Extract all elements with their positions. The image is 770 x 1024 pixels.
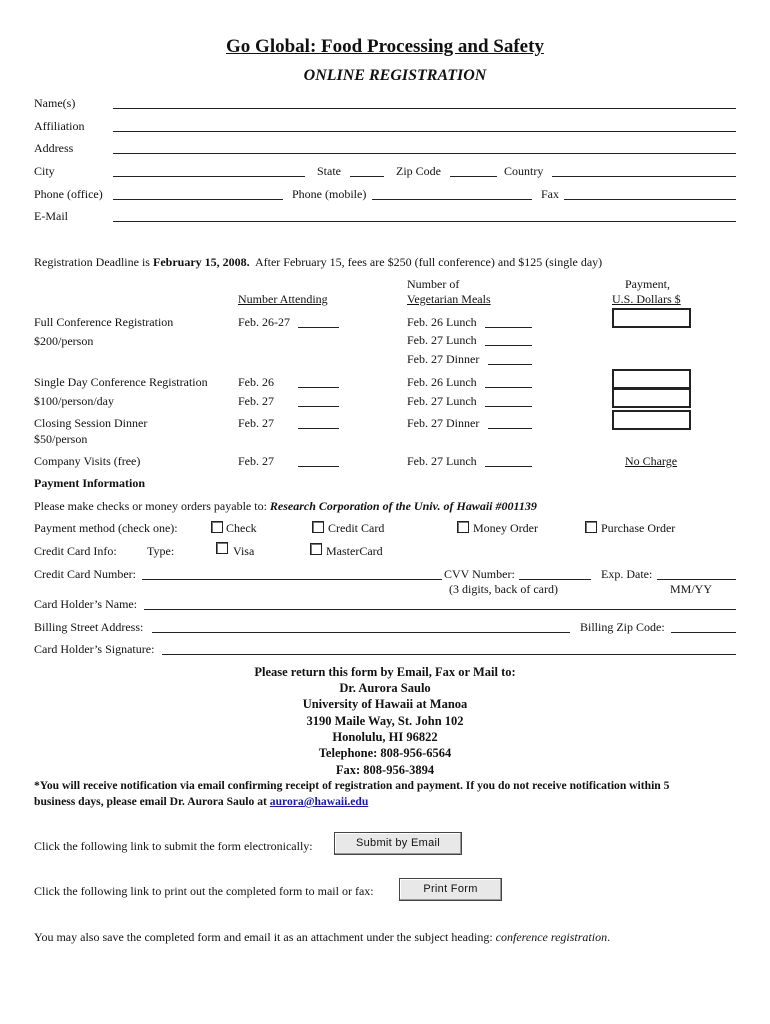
contact-name: Dr. Aurora Saulo bbox=[339, 681, 431, 695]
email-label: E-Mail bbox=[34, 209, 68, 223]
contact-city: Honolulu, HI 96822 bbox=[332, 730, 438, 744]
billing-street-label: Billing Street Address: bbox=[34, 620, 144, 634]
cvv-hint: (3 digits, back of card) bbox=[449, 582, 558, 596]
attending-header: Number Attending bbox=[238, 292, 328, 306]
money-order-checkbox[interactable] bbox=[457, 521, 469, 533]
closing-dinner-price: $50/person bbox=[34, 432, 88, 446]
page-subtitle: ONLINE REGISTRATION bbox=[303, 67, 487, 84]
full-meal-2-field[interactable] bbox=[485, 345, 532, 346]
page-title: Go Global: Food Processing and Safety bbox=[226, 36, 544, 57]
veg-header-line2: Vegetarian Meals bbox=[407, 292, 491, 306]
full-conference-dates: Feb. 26-27 bbox=[238, 315, 290, 329]
visa-option-label: Visa bbox=[233, 544, 255, 558]
state-label: State bbox=[317, 164, 341, 178]
names-label: Name(s) bbox=[34, 96, 76, 110]
deadline-text: Registration Deadline is February 15, 2008. After February 15, fees are $250 (full conference) and $125 (single day) bbox=[34, 255, 603, 269]
payment-method-label: Payment method (check one): bbox=[34, 521, 178, 535]
contact-fax: Fax: 808-956-3894 bbox=[335, 763, 435, 777]
single-meal-2-field[interactable] bbox=[485, 406, 532, 407]
card-holder-signature-field[interactable] bbox=[162, 654, 736, 655]
closing-dinner-label: Closing Session Dinner bbox=[34, 416, 148, 430]
card-holder-name-label: Card Holder’s Name: bbox=[34, 597, 138, 611]
payment-header-line2: U.S. Dollars $ bbox=[612, 292, 681, 306]
company-visits-attending-field[interactable] bbox=[298, 466, 339, 467]
names-field[interactable] bbox=[113, 108, 736, 109]
payment-heading: Payment Information bbox=[34, 476, 145, 490]
fax-label: Fax bbox=[541, 187, 559, 201]
mastercard-option-label: MasterCard bbox=[326, 544, 383, 558]
credit-card-checkbox[interactable] bbox=[312, 521, 324, 533]
billing-zip-label: Billing Zip Code: bbox=[580, 620, 665, 634]
veg-header-line1: Number of bbox=[407, 277, 460, 291]
closing-dinner-meal: Feb. 27 Dinner bbox=[407, 416, 480, 430]
email-field[interactable] bbox=[113, 221, 736, 222]
full-payment-input[interactable] bbox=[612, 308, 691, 328]
phone-mobile-field[interactable] bbox=[372, 199, 532, 200]
single-day-date-1: Feb. 26 bbox=[238, 375, 274, 389]
zip-label: Zip Code bbox=[396, 164, 441, 178]
full-conference-label: Full Conference Registration bbox=[34, 315, 174, 329]
company-visits-date: Feb. 27 bbox=[238, 454, 274, 468]
country-field[interactable] bbox=[552, 176, 736, 177]
no-charge-label: No Charge bbox=[624, 454, 678, 468]
single-day-price: $100/person/day bbox=[34, 394, 114, 408]
contact-street: 3190 Maile Way, St. John 102 bbox=[306, 714, 464, 728]
single-meal-1: Feb. 26 Lunch bbox=[407, 375, 477, 389]
address-field[interactable] bbox=[113, 153, 736, 154]
closing-dinner-payment-input[interactable] bbox=[612, 410, 691, 430]
card-type-label: Type: bbox=[147, 544, 175, 558]
city-label: City bbox=[34, 164, 55, 178]
phone-office-label: Phone (office) bbox=[34, 187, 103, 201]
payment-header-line1: Payment, bbox=[625, 277, 670, 291]
company-visits-meal-field[interactable] bbox=[485, 466, 532, 467]
exp-date-field[interactable] bbox=[657, 579, 736, 580]
state-field[interactable] bbox=[350, 176, 384, 177]
purchase-order-checkbox[interactable] bbox=[585, 521, 597, 533]
full-meal-1: Feb. 26 Lunch bbox=[407, 315, 477, 329]
return-instructions: Please return this form by Email, Fax or Mail to: bbox=[254, 665, 516, 679]
single-meal-2: Feb. 27 Lunch bbox=[407, 394, 477, 408]
company-visits-meal: Feb. 27 Lunch bbox=[407, 454, 477, 468]
single-day-date-2: Feb. 27 bbox=[238, 394, 274, 408]
phone-mobile-label: Phone (mobile) bbox=[292, 187, 367, 201]
full-attending-field[interactable] bbox=[298, 327, 339, 328]
single-day-1-attending-field[interactable] bbox=[298, 387, 339, 388]
company-visits-label: Company Visits (free) bbox=[34, 454, 141, 468]
cvv-field[interactable] bbox=[519, 579, 591, 580]
single-meal-1-field[interactable] bbox=[485, 387, 532, 388]
closing-dinner-date: Feb. 27 bbox=[238, 416, 274, 430]
notice-line-2: business days, please email Dr. Aurora Saulo at aurora@hawaii.edu bbox=[34, 795, 369, 808]
full-meal-2: Feb. 27 Lunch bbox=[407, 333, 477, 347]
closing-dinner-meal-field[interactable] bbox=[488, 428, 532, 429]
card-holder-signature-label: Card Holder’s Signature: bbox=[34, 642, 155, 656]
full-meal-3-field[interactable] bbox=[488, 364, 532, 365]
cvv-label: CVV Number: bbox=[444, 567, 515, 581]
country-label: Country bbox=[504, 164, 544, 178]
billing-zip-field[interactable] bbox=[671, 632, 736, 633]
full-conference-price: $200/person bbox=[34, 334, 94, 348]
check-checkbox[interactable] bbox=[211, 521, 223, 533]
single-day-2-attending-field[interactable] bbox=[298, 406, 339, 407]
payable-to-text: Please make checks or money orders payable to: Research Corporation of the Univ. of Hawaii #001139 bbox=[34, 499, 537, 513]
cc-info-label: Credit Card Info: bbox=[34, 544, 117, 558]
affiliation-field[interactable] bbox=[113, 131, 736, 132]
purchase-order-option-label: Purchase Order bbox=[601, 521, 676, 535]
address-label: Address bbox=[34, 141, 74, 155]
save-instructions: You may also save the completed form and email it as an attachment under the subject heading: conference registration. bbox=[34, 930, 611, 944]
submit-by-email-button[interactable]: Submit by Email bbox=[334, 832, 462, 855]
cc-number-field[interactable] bbox=[142, 579, 442, 580]
cc-number-label: Credit Card Number: bbox=[34, 567, 136, 581]
city-field[interactable] bbox=[113, 176, 305, 177]
visa-checkbox[interactable] bbox=[216, 542, 228, 554]
affiliation-label: Affiliation bbox=[34, 119, 85, 133]
billing-street-field[interactable] bbox=[152, 632, 570, 633]
single-day-1-payment-input[interactable] bbox=[612, 369, 691, 389]
full-meal-3: Feb. 27 Dinner bbox=[407, 352, 480, 366]
single-day-2-payment-input[interactable] bbox=[612, 388, 691, 408]
notice-line-1: *You will receive notification via email confirming receipt of registration and payment. If you do not receive notification within 5 bbox=[34, 779, 670, 792]
print-form-button[interactable]: Print Form bbox=[399, 878, 502, 901]
phone-office-field[interactable] bbox=[113, 199, 283, 200]
contact-telephone: Telephone: 808-956-6564 bbox=[318, 746, 452, 760]
contact-email-link[interactable]: aurora@hawaii.edu bbox=[269, 795, 369, 808]
full-meal-1-field[interactable] bbox=[485, 327, 532, 328]
fax-field[interactable] bbox=[564, 199, 736, 200]
check-option-label: Check bbox=[226, 521, 257, 535]
exp-date-hint: MM/YY bbox=[670, 582, 713, 596]
money-order-option-label: Money Order bbox=[473, 521, 538, 535]
single-day-label: Single Day Conference Registration bbox=[34, 375, 208, 389]
mastercard-checkbox[interactable] bbox=[310, 543, 322, 555]
credit-card-option-label: Credit Card bbox=[328, 521, 385, 535]
zip-field[interactable] bbox=[450, 176, 497, 177]
submit-instructions: Click the following link to submit the form electronically: bbox=[34, 839, 313, 853]
contact-university: University of Hawaii at Manoa bbox=[302, 697, 468, 711]
exp-date-label: Exp. Date: bbox=[601, 567, 653, 581]
closing-dinner-attending-field[interactable] bbox=[298, 428, 339, 429]
print-instructions: Click the following link to print out the completed form to mail or fax: bbox=[34, 884, 374, 898]
card-holder-name-field[interactable] bbox=[144, 609, 736, 610]
